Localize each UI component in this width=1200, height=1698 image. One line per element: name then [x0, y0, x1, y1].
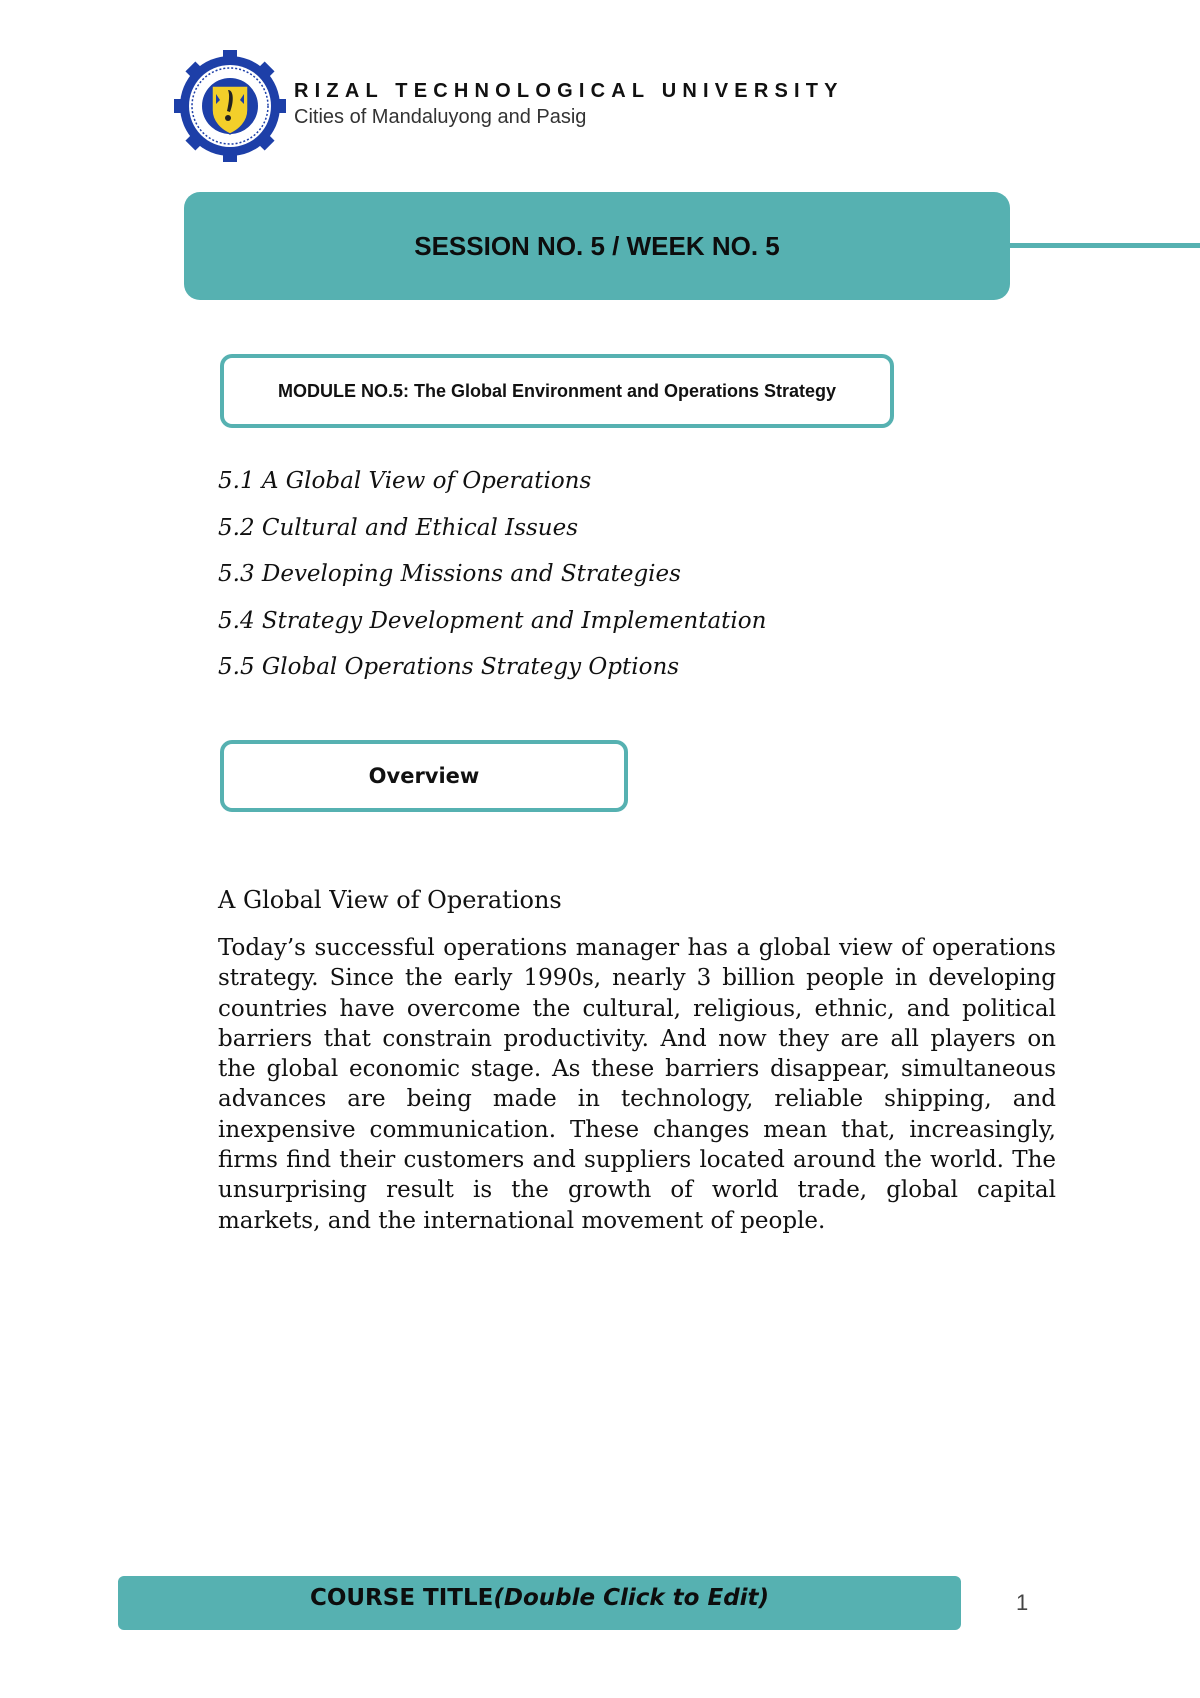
course-title[interactable]: [310, 1585, 769, 1611]
session-divider-line: [1006, 243, 1200, 248]
module-title-box: [220, 354, 894, 428]
overview-box: [220, 740, 628, 812]
course-title-banner[interactable]: [118, 1576, 961, 1630]
topic-item: 5.4 Strategy Development and Implementation: [218, 607, 767, 634]
page-number: 1: [1016, 1590, 1029, 1615]
topic-item: 5.1 A Global View of Operations: [218, 468, 592, 494]
course-title-edit-hint: (Double Click to Edit): [493, 1585, 770, 1611]
topic-item: 5.5 Global Operations Strategy Options: [218, 654, 680, 680]
course-title-text: COURSE TITLE: [309, 1585, 494, 1611]
university-location: Cities of Mandaluyong and Pasig: [294, 106, 587, 128]
module-title: MODULE NO.5: The Global Environment and Operations Strategy: [277, 380, 837, 401]
topic-item: 5.2 Cultural and Ethical Issues: [218, 514, 579, 541]
topic-list: [218, 466, 766, 699]
body-paragraph: Today’s successful operations manager has a global view of operations strategy. Since the early 1990s, nearly 3 billion people in developing countries have overcome the cultural, religious, ethnic, and political barriers that constrain productivity. And now they are all players on the global economic stage. As these barriers disappear, simultaneous advances are being made in technology, reliable shipping, and inexpensive communication. These changes mean that, increasingly, firms find their customers and suppliers located around the world. The unsurprising result is the growth of world trade, global capital markets, and the international movement of people.: [218, 935, 1056, 1234]
overview-label: Overview: [368, 764, 480, 788]
session-banner: [184, 192, 1010, 300]
session-title: SESSION NO. 5 / WEEK NO. 5: [414, 230, 780, 261]
section-heading: A Global View of Operations: [218, 886, 562, 914]
university-seal-icon: [174, 50, 286, 162]
university-name: RIZAL TECHNOLOGICAL UNIVERSITY: [294, 80, 844, 102]
topic-item: 5.3 Developing Missions and Strategies: [218, 561, 681, 587]
